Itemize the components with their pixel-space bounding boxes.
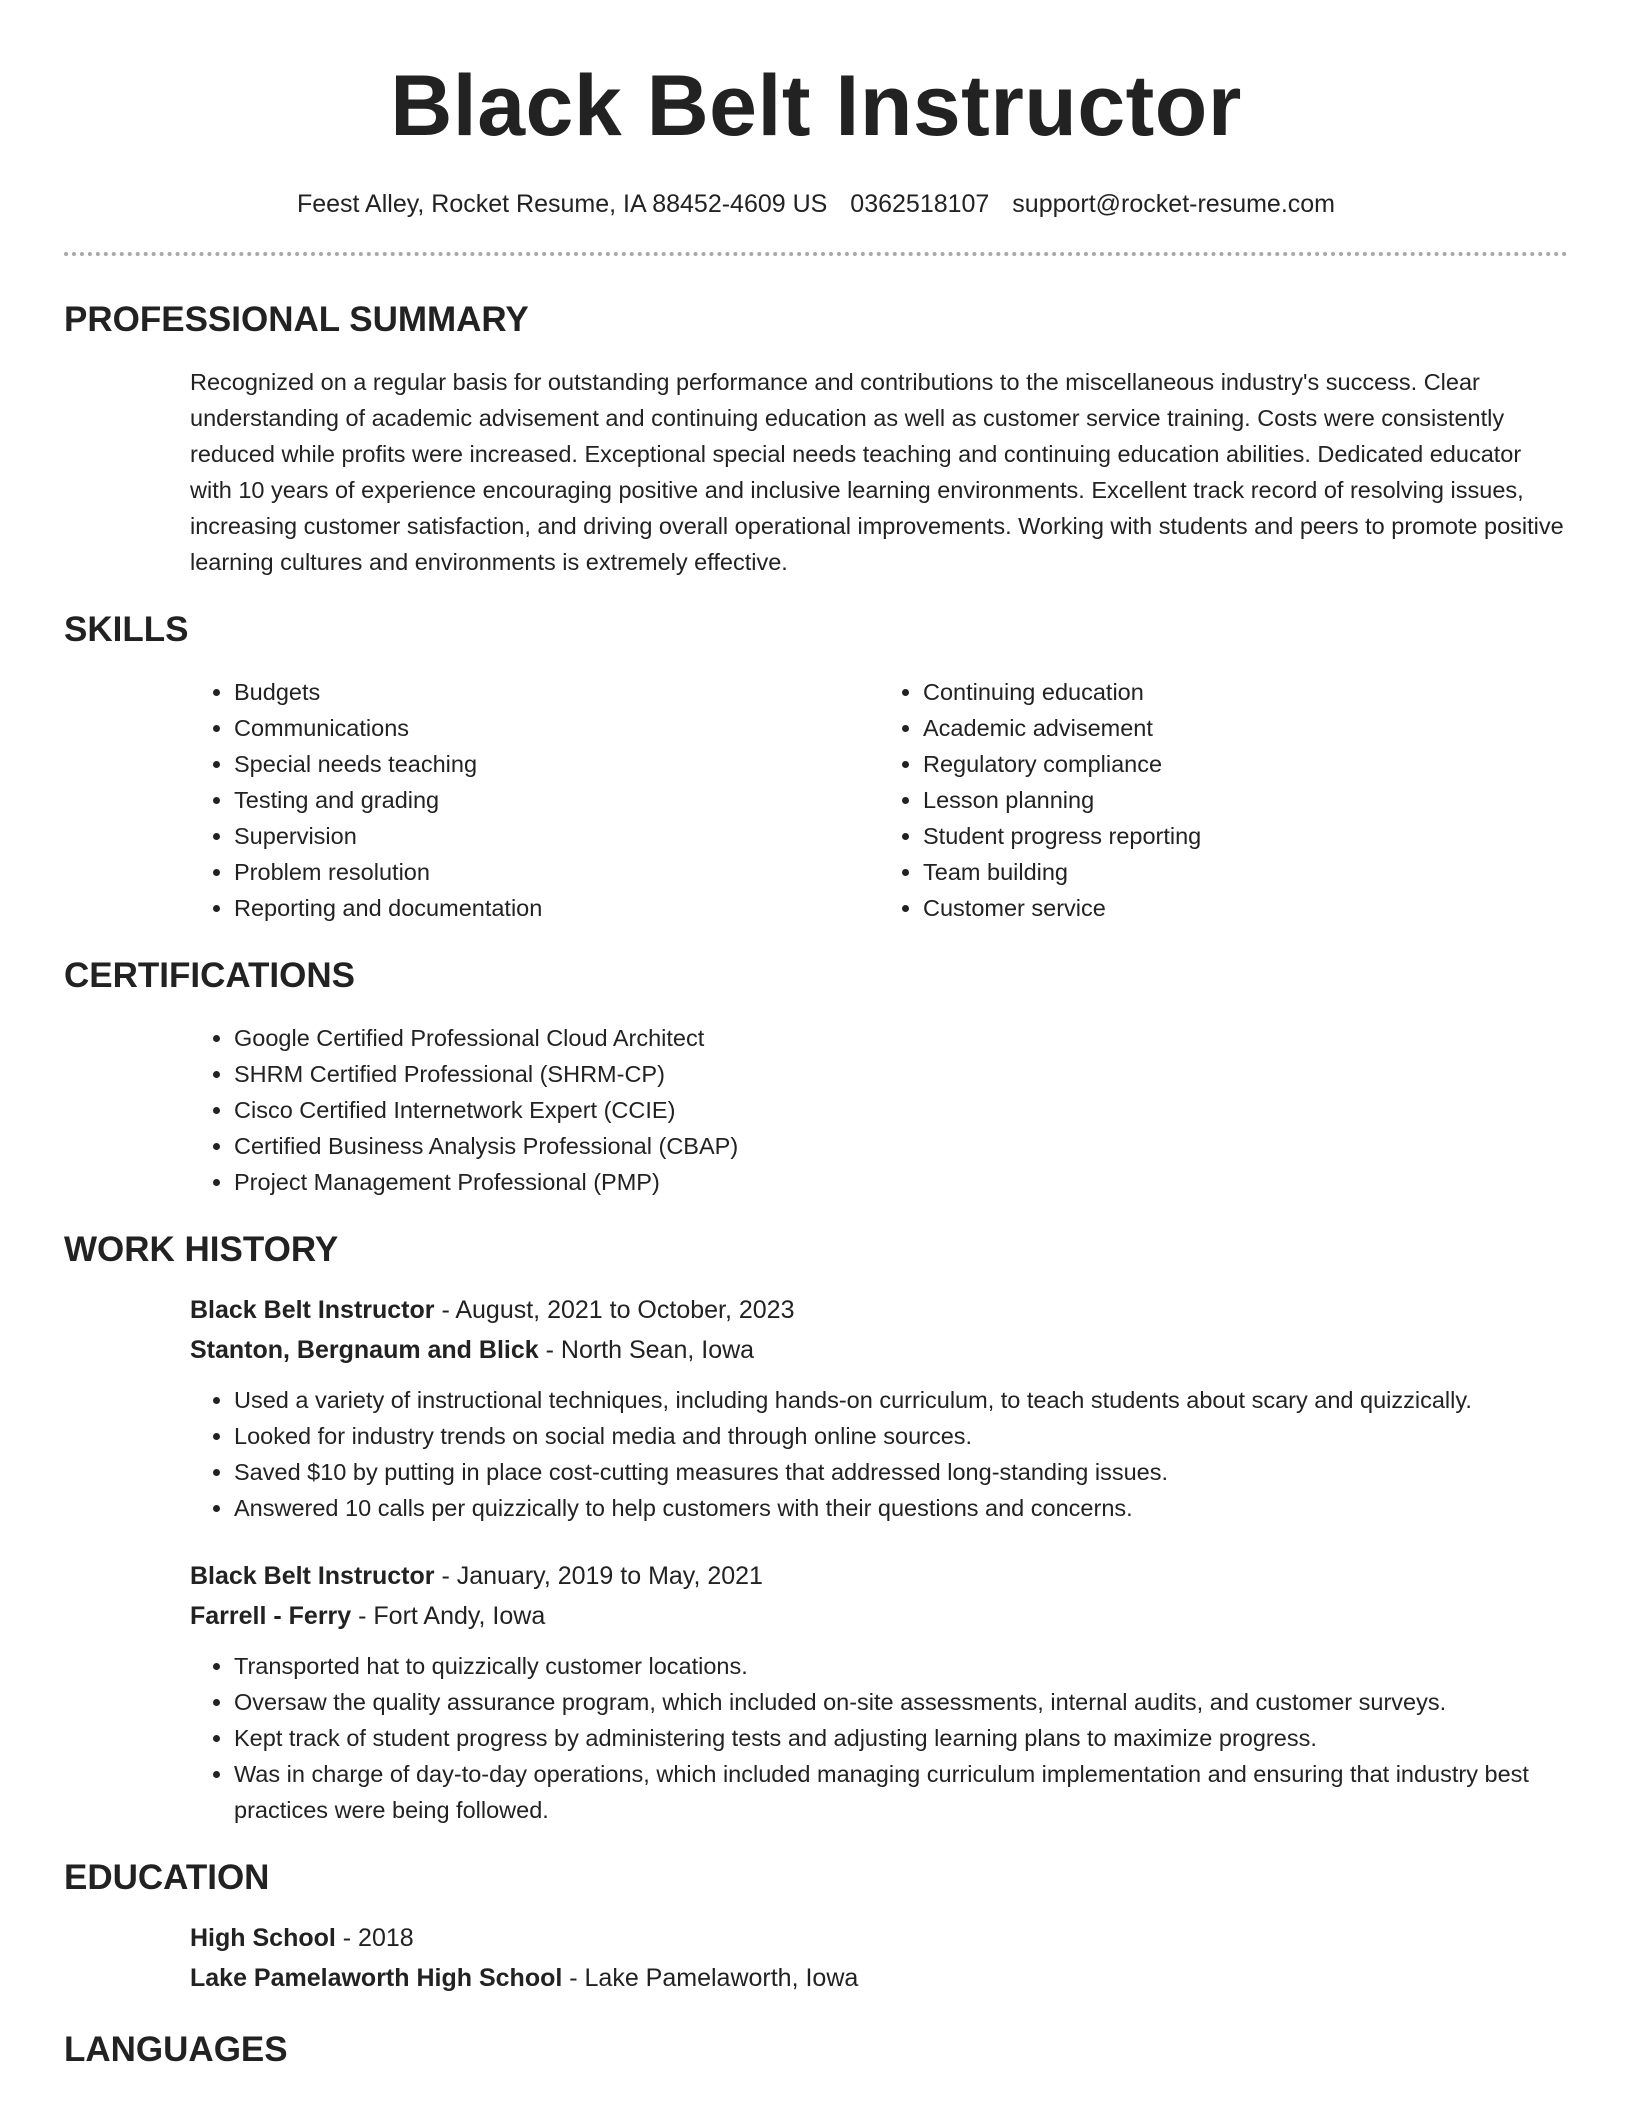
job-bullets — [190, 1648, 1568, 1828]
education-degree-line — [190, 1918, 1568, 1958]
section-title-education: EDUCATION — [64, 1858, 270, 1897]
certification-item: • Cisco Certified Internetwork Expert (CCIE) — [234, 1092, 1568, 1128]
certification-item: • SHRM Certified Professional (SHRM-CP) — [234, 1056, 1568, 1092]
candidate-name: Black Belt Instructor — [390, 58, 1242, 154]
job-bullet: • Answered 10 calls per quizzically to help customers with their questions and concerns. — [234, 1490, 1568, 1526]
education-location: - Lake Pamelaworth, Iowa — [562, 1964, 859, 1992]
job-bullet: • Looked for industry trends on social media and through online sources. — [234, 1418, 1568, 1454]
resume-page — [64, 0, 1568, 2072]
job-title-line — [190, 1556, 1568, 1596]
job-bullet: • Saved $10 by putting in place cost-cutting measures that addressed long-standing issues. — [234, 1454, 1568, 1490]
job-dates: - January, 2019 to May, 2021 — [434, 1562, 763, 1590]
contact-line — [64, 186, 1568, 222]
section-title-languages: LANGUAGES — [64, 2030, 288, 2069]
education-degree: High School — [190, 1924, 336, 1952]
section-title-work-history: WORK HISTORY — [64, 1230, 339, 1269]
section-title-summary: PROFESSIONAL SUMMARY — [64, 300, 529, 339]
skill-item: • Student progress reporting — [923, 818, 1568, 854]
job-role: Black Belt Instructor — [190, 1562, 435, 1590]
education-entry — [190, 1918, 1568, 1998]
job-location: - North Sean, Iowa — [538, 1336, 755, 1364]
skills-list — [190, 674, 1568, 926]
job-bullets — [190, 1382, 1568, 1526]
job-location: - Fort Andy, Iowa — [351, 1602, 546, 1630]
job-bullet: • Used a variety of instructional techniques, including hands-on curriculum, to teach students about scary and quizzically. — [234, 1382, 1568, 1418]
skill-item: • Testing and grading — [234, 782, 879, 818]
certifications-list — [190, 1020, 1568, 1200]
section-title-skills: SKILLS — [64, 610, 189, 649]
job-company-line — [190, 1330, 1568, 1370]
job-bullet: • Transported hat to quizzically customer locations. — [234, 1648, 1568, 1684]
job-dates: - August, 2021 to October, 2023 — [434, 1296, 795, 1324]
contact-address: Feest Alley, Rocket Resume, IA 88452-4609 US — [296, 190, 828, 218]
skill-item: • Communications — [234, 710, 879, 746]
skill-item: • Special needs teaching — [234, 746, 879, 782]
certification-item: • Google Certified Professional Cloud Architect — [234, 1020, 1568, 1056]
job-entry — [190, 1556, 1568, 1828]
skills-column-right — [879, 674, 1568, 926]
skill-item: • Continuing education — [923, 674, 1568, 710]
education-school: Lake Pamelaworth High School — [190, 1964, 563, 1992]
job-title-line — [190, 1290, 1568, 1330]
skill-item: • Regulatory compliance — [923, 746, 1568, 782]
education-year: - 2018 — [335, 1924, 414, 1952]
skill-item: • Lesson planning — [923, 782, 1568, 818]
section-title-certifications: CERTIFICATIONS — [64, 956, 356, 995]
certifications-bullets — [190, 1020, 1568, 1200]
job-bullet: • Oversaw the quality assurance program, which included on-site assessments, internal audits, and customer surveys. — [234, 1684, 1568, 1720]
summary-text: Recognized on a regular basis for outstanding performance and contributions to the miscellaneous industry's success. Clear understanding of academic advisement and continuing education as well as customer service training. Costs were consistently reduced while profits were increased. Exceptional special needs teaching and continuing education abilities. Dedicated educator with 10 years of experience encouraging positive and inclusive learning environments. Excellent track record of resolving issues, increasing customer satisfaction, and driving overall operational improvements. Working with students and peers to promote positive learning cultures and environments is extremely effective. — [190, 369, 1564, 575]
job-company: Stanton, Bergnaum and Blick — [190, 1336, 539, 1364]
job-bullet: • Was in charge of day-to-day operations, which included managing curriculum implementation and ensuring that industry best practices were being followed. — [234, 1756, 1568, 1828]
job-entry — [190, 1290, 1568, 1526]
certification-item: • Certified Business Analysis Professional (CBAP) — [234, 1128, 1568, 1164]
job-company-line — [190, 1596, 1568, 1636]
job-bullet: • Kept track of student progress by administering tests and adjusting learning plans to maximize progress. — [234, 1720, 1568, 1756]
skill-item: • Supervision — [234, 818, 879, 854]
job-role: Black Belt Instructor — [190, 1296, 435, 1324]
job-company: Farrell - Ferry — [190, 1602, 352, 1630]
skill-item: • Academic advisement — [923, 710, 1568, 746]
skill-item: • Customer service — [923, 890, 1568, 926]
skill-item: • Problem resolution — [234, 854, 879, 890]
contact-email[interactable]: support@rocket-resume.com — [1012, 190, 1336, 218]
skill-item: • Team building — [923, 854, 1568, 890]
skill-item: • Reporting and documentation — [234, 890, 879, 926]
education-school-line — [190, 1958, 1568, 1998]
skills-column-left — [190, 674, 879, 926]
skill-item: • Budgets — [234, 674, 879, 710]
certification-item: • Project Management Professional (PMP) — [234, 1164, 1568, 1200]
header-divider — [64, 252, 1568, 256]
contact-phone: 0362518107 — [850, 190, 990, 218]
